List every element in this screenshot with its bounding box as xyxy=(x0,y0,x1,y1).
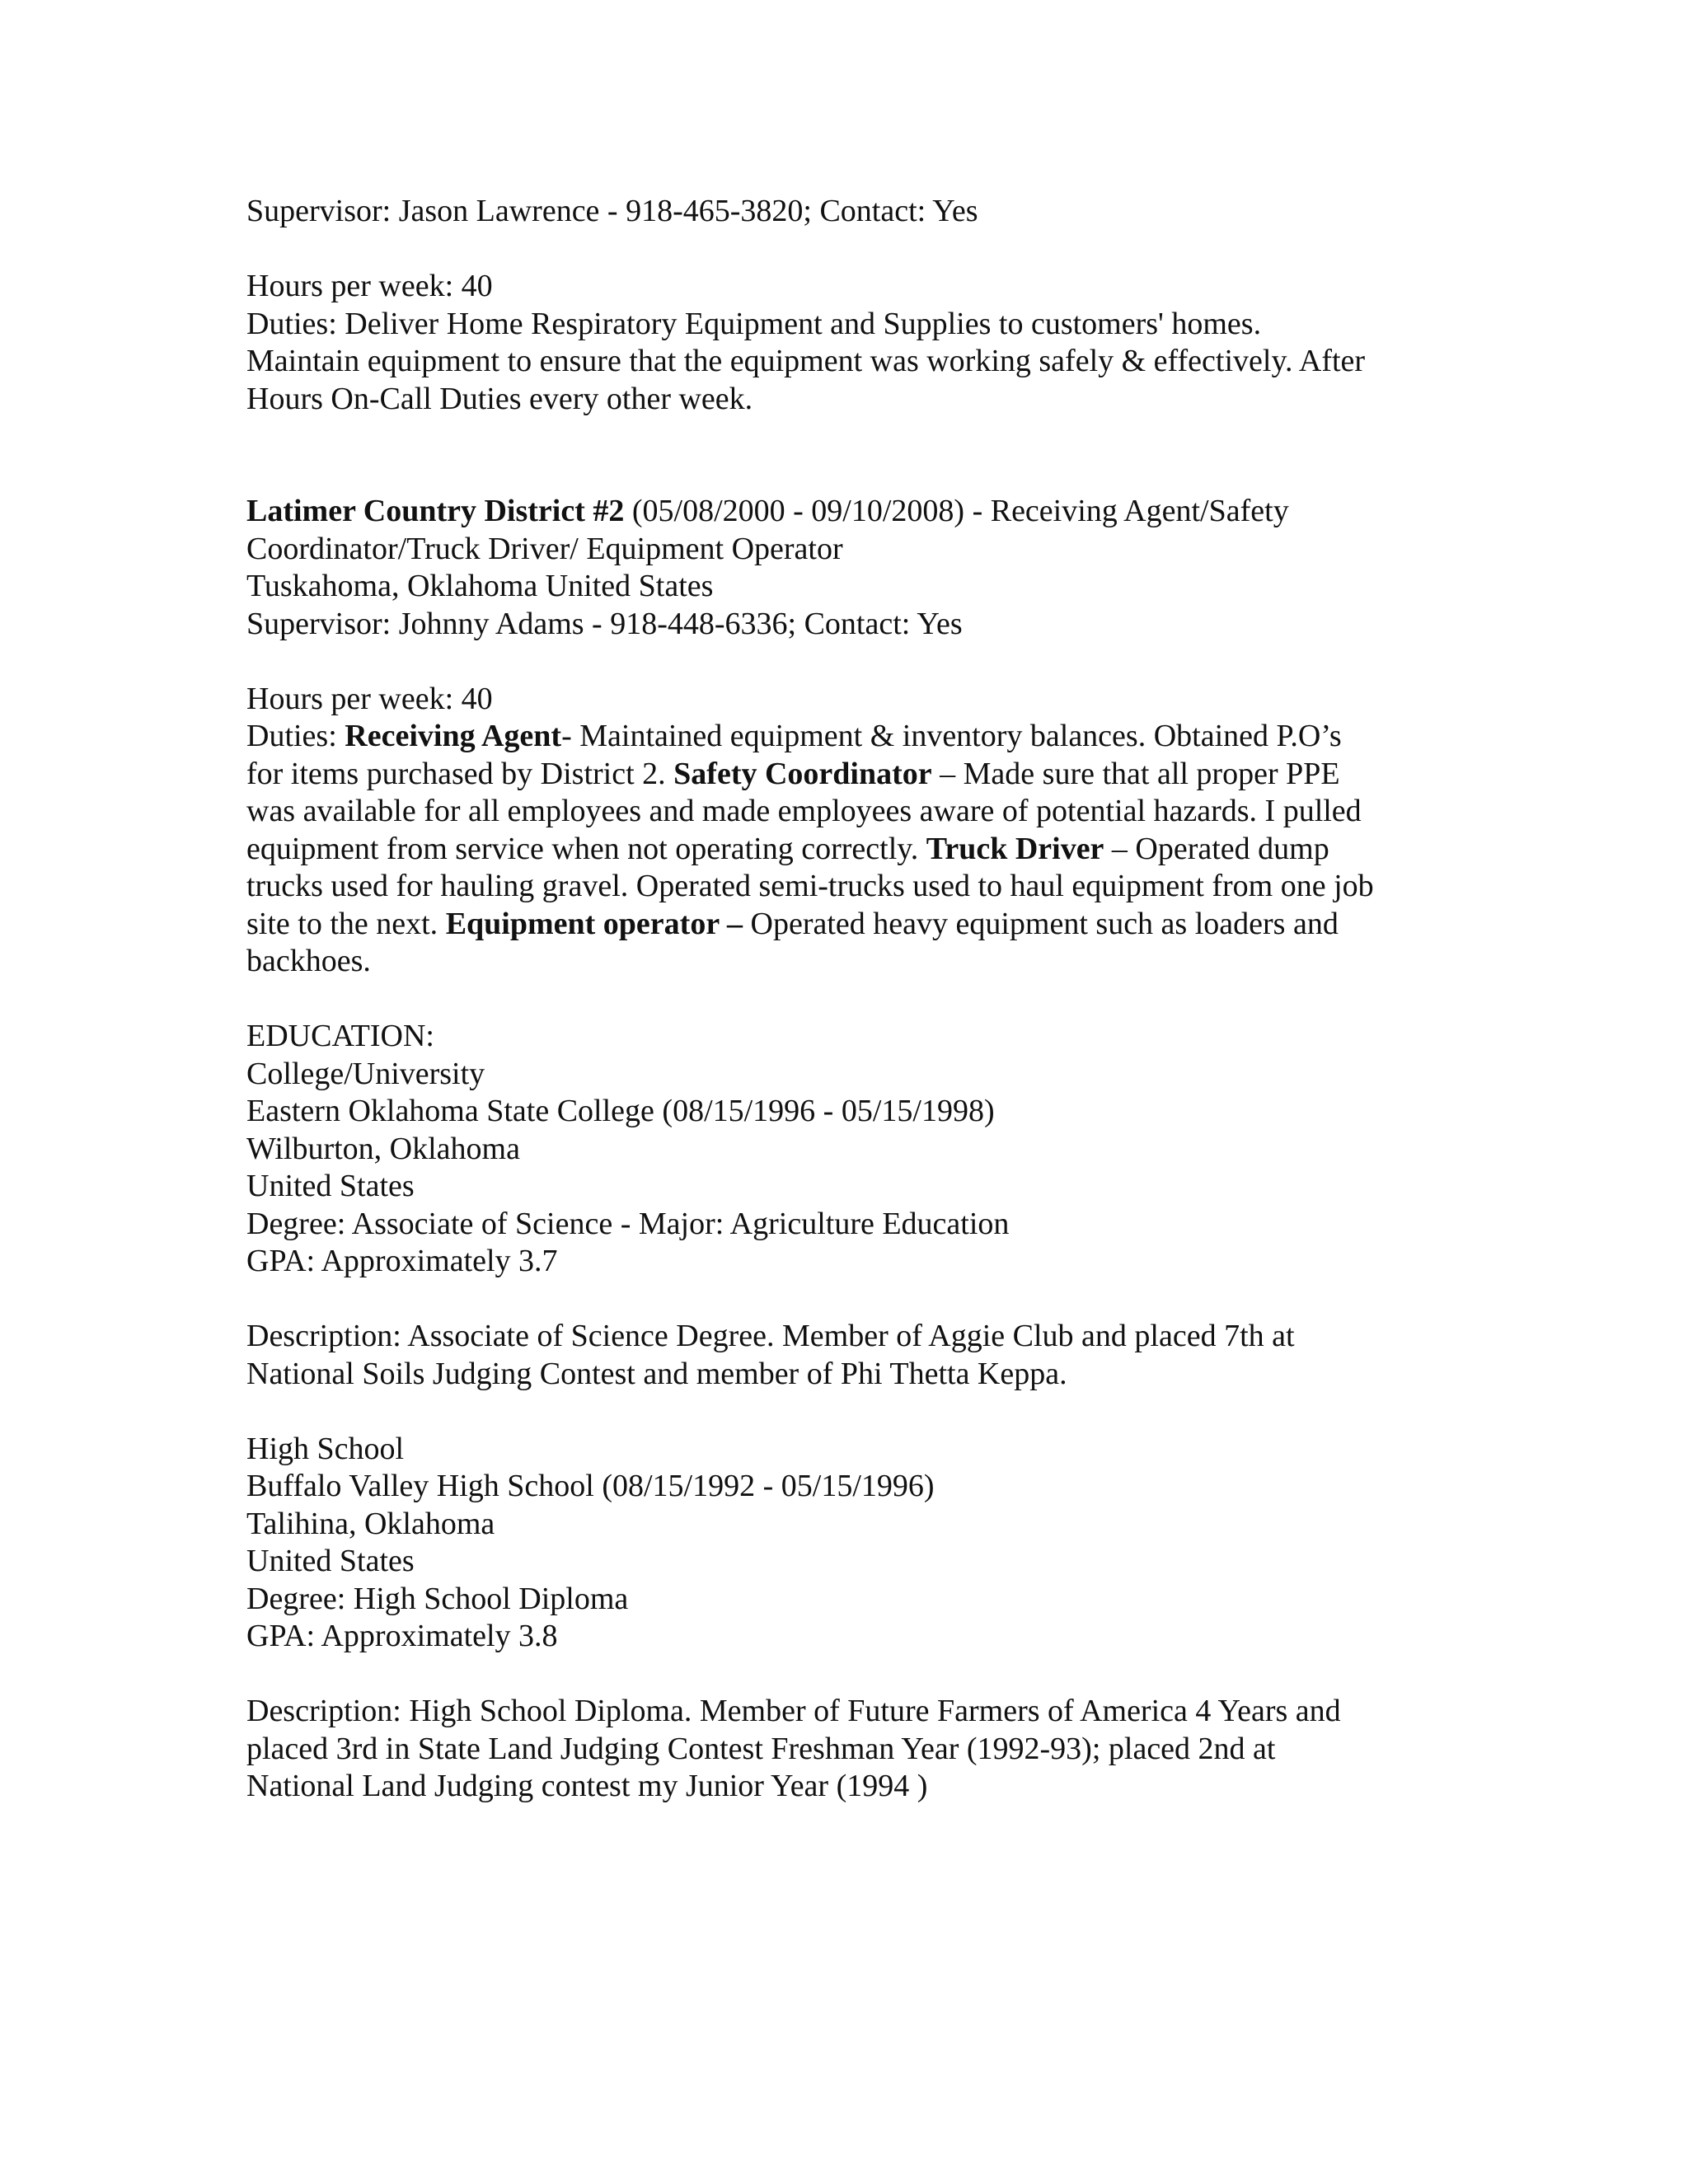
college-school: Eastern Oklahoma State College (08/15/1996 - 05/15/1998) xyxy=(246,1094,995,1128)
college-country: United States xyxy=(246,1169,415,1203)
high-school-description-line-2: placed 3rd in State Land Judging Contest Freshman Year (1992-93); placed 2nd at xyxy=(246,1731,1276,1766)
job1-duties-line-2: Maintain equipment to ensure that the equipment was working safely & effectively. After xyxy=(246,344,1366,378)
job2-duties-line-3: was available for all employees and made employees aware of potential hazards. I pulled xyxy=(246,794,1362,828)
duty-text: Operated heavy equipment such as loaders and xyxy=(743,906,1339,941)
job1-hours: Hours per week: 40 xyxy=(246,269,493,303)
spacer xyxy=(246,1281,1458,1319)
resume-page xyxy=(246,193,1458,1806)
high-school-category: High School xyxy=(246,1431,405,1466)
high-school-degree: Degree: High School Diploma xyxy=(246,1581,629,1616)
duty-text: – Made sure that all proper PPE xyxy=(931,756,1340,791)
duty-text: - Maintained equipment & inventory balances. Obtained P.O’s xyxy=(561,719,1342,753)
job2-dates-title: (05/08/2000 - 09/10/2008) - Receiving Agent/Safety xyxy=(624,494,1289,528)
college-category: College/University xyxy=(246,1056,485,1091)
job2-location: Tuskahoma, Oklahoma United States xyxy=(246,569,714,603)
college-description-line-1: Description: Associate of Science Degree. Member of Aggie Club and placed 7th at xyxy=(246,1319,1295,1353)
duty-text: site to the next. xyxy=(246,906,446,941)
spacer xyxy=(246,1656,1458,1694)
duty-text: equipment from service when not operating correctly. xyxy=(246,831,926,866)
college-description-line-2: National Soils Judging Contest and member of Phi Thetta Keppa. xyxy=(246,1356,1067,1391)
duties-prefix: Duties: xyxy=(246,719,345,753)
job2-header xyxy=(246,493,1458,531)
job2-supervisor: Supervisor: Johnny Adams - 918-448-6336; Contact: Yes xyxy=(246,606,963,641)
spacer xyxy=(246,1393,1458,1431)
high-school-description-line-1: Description: High School Diploma. Member of Future Farmers of America 4 Years and xyxy=(246,1694,1341,1728)
job2-title-line-2: Coordinator/Truck Driver/ Equipment Operator xyxy=(246,531,843,566)
job1-duties-line-1: Duties: Deliver Home Respiratory Equipment and Supplies to customers' homes. xyxy=(246,306,1262,341)
college-degree: Degree: Associate of Science - Major: Agriculture Education xyxy=(246,1206,1010,1241)
duty-text: for items purchased by District 2. xyxy=(246,756,674,791)
job1-duties-line-3: Hours On-Call Duties every other week. xyxy=(246,381,753,416)
job2-duties-line-1 xyxy=(246,718,1458,756)
college-gpa: GPA: Approximately 3.7 xyxy=(246,1244,558,1278)
spacer xyxy=(246,643,1458,681)
spacer xyxy=(246,231,1458,269)
job1-supervisor: Supervisor: Jason Lawrence - 918-465-3820; Contact: Yes xyxy=(246,194,978,228)
spacer xyxy=(246,981,1458,1019)
education-heading: EDUCATION: xyxy=(246,1019,434,1053)
job2-employer: Latimer Country District #2 xyxy=(246,494,625,528)
duty-receiving-agent: Receiving Agent xyxy=(345,719,562,753)
high-school-gpa: GPA: Approximately 3.8 xyxy=(246,1619,558,1653)
job2-duties-line-2 xyxy=(246,756,1458,794)
spacer xyxy=(246,418,1458,493)
high-school-school: Buffalo Valley High School (08/15/1992 - 05/15/1996) xyxy=(246,1469,935,1503)
job2-duties-line-4 xyxy=(246,831,1458,869)
duty-equipment-operator: Equipment operator – xyxy=(445,906,743,941)
high-school-country: United States xyxy=(246,1544,415,1578)
high-school-city: Talihina, Oklahoma xyxy=(246,1506,495,1541)
high-school-description-line-3: National Land Judging contest my Junior Year (1994 ) xyxy=(246,1769,928,1803)
job2-hours: Hours per week: 40 xyxy=(246,681,493,716)
duty-text: – Operated dump xyxy=(1104,831,1329,866)
job2-duties-line-5: trucks used for hauling gravel. Operated semi-trucks used to haul equipment from one job xyxy=(246,869,1374,903)
job2-duties-line-7: backhoes. xyxy=(246,944,371,978)
job2-duties-line-6 xyxy=(246,906,1458,944)
college-city: Wilburton, Oklahoma xyxy=(246,1131,520,1166)
duty-truck-driver: Truck Driver xyxy=(926,831,1104,866)
duty-safety-coordinator: Safety Coordinator xyxy=(673,756,932,791)
